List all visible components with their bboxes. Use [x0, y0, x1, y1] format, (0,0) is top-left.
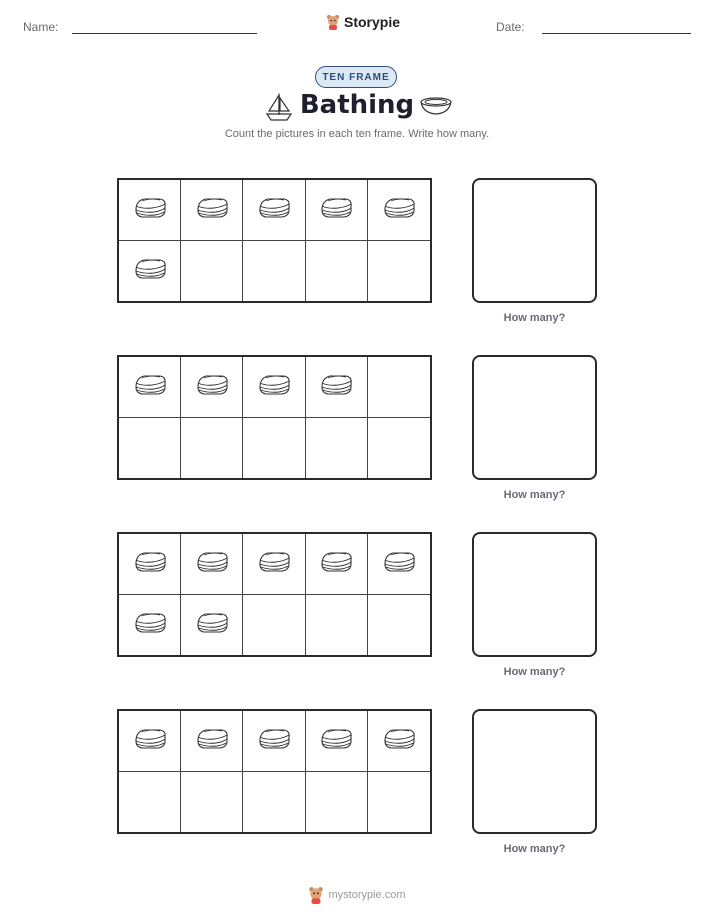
ten-frame-cell	[368, 534, 430, 595]
ten-frame-cell	[243, 595, 305, 656]
ten-frame-cell	[243, 534, 305, 595]
ten-frame-cell	[306, 180, 368, 241]
ten-frame-cell	[368, 241, 430, 302]
ten-frame	[117, 355, 432, 480]
ten-frame-cell	[119, 595, 181, 656]
instructions: Count the pictures in each ten frame. Write how many.	[224, 128, 490, 140]
name-line[interactable]	[72, 33, 257, 34]
how-many-label: How many?	[503, 843, 566, 855]
ten-frame-cell	[306, 534, 368, 595]
brand-logo	[326, 14, 400, 30]
folded-towel-icon	[192, 723, 232, 758]
answer-box[interactable]	[472, 178, 597, 303]
folded-towel-icon	[316, 369, 356, 404]
ten-frame-cell	[181, 772, 243, 833]
ten-frame-cell	[306, 357, 368, 418]
ten-frame-cell	[368, 595, 430, 656]
folded-towel-icon	[254, 723, 294, 758]
folded-towel-icon	[316, 192, 356, 227]
ten-frame-cell	[306, 241, 368, 302]
folded-towel-icon	[130, 723, 170, 758]
ten-frame-cell	[306, 711, 368, 772]
folded-towel-icon	[254, 192, 294, 227]
folded-towel-icon	[379, 723, 419, 758]
ten-frame-cell	[243, 180, 305, 241]
ten-frame-cell	[243, 418, 305, 479]
ten-frame-cell	[181, 595, 243, 656]
how-many-label: How many?	[503, 666, 566, 678]
answer-box[interactable]	[472, 709, 597, 834]
folded-towel-icon	[130, 253, 170, 288]
ten-frame-cell	[368, 357, 430, 418]
bear-mascot-icon	[308, 886, 324, 904]
ten-frame-cell	[243, 357, 305, 418]
folded-towel-icon	[192, 607, 232, 642]
how-many-label: How many?	[503, 312, 566, 324]
folded-towel-icon	[379, 546, 419, 581]
category-badge: TEN FRAME	[315, 66, 397, 88]
ten-frame-cell	[181, 418, 243, 479]
brand-name: Storypie	[344, 14, 401, 30]
folded-towel-icon	[254, 546, 294, 581]
ten-frame-cell	[181, 180, 243, 241]
footer-url: mystorypie.com	[328, 889, 406, 901]
ten-frame-cell	[243, 241, 305, 302]
sailboat-icon	[264, 91, 294, 123]
ten-frame-cell	[119, 711, 181, 772]
folded-towel-icon	[130, 607, 170, 642]
ten-frame	[117, 178, 432, 303]
footer	[0, 886, 714, 904]
bath-bowl-icon	[418, 96, 454, 118]
date-line[interactable]	[542, 33, 691, 34]
ten-frame-cell	[368, 772, 430, 833]
folded-towel-icon	[130, 369, 170, 404]
bear-mascot-icon	[326, 14, 340, 30]
ten-frame-cell	[119, 534, 181, 595]
ten-frame-cell	[368, 418, 430, 479]
ten-frame-cell	[306, 595, 368, 656]
ten-frame-cell	[119, 241, 181, 302]
page-title: Bathing	[299, 90, 415, 120]
ten-frame-cell	[119, 180, 181, 241]
folded-towel-icon	[316, 723, 356, 758]
folded-towel-icon	[192, 369, 232, 404]
ten-frame	[117, 532, 432, 657]
ten-frame-cell	[181, 357, 243, 418]
ten-frame-cell	[119, 357, 181, 418]
folded-towel-icon	[379, 192, 419, 227]
folded-towel-icon	[130, 192, 170, 227]
ten-frame-cell	[181, 711, 243, 772]
ten-frame-cell	[243, 772, 305, 833]
ten-frame-cell	[181, 241, 243, 302]
name-label: Name:	[23, 20, 59, 34]
how-many-label: How many?	[503, 489, 566, 501]
ten-frame-cell	[119, 772, 181, 833]
ten-frame	[117, 709, 432, 834]
ten-frame-cell	[368, 180, 430, 241]
ten-frame-cell	[119, 418, 181, 479]
folded-towel-icon	[316, 546, 356, 581]
folded-towel-icon	[192, 546, 232, 581]
folded-towel-icon	[254, 369, 294, 404]
date-label: Date:	[496, 20, 525, 34]
ten-frame-cell	[306, 772, 368, 833]
ten-frame-cell	[368, 711, 430, 772]
folded-towel-icon	[130, 546, 170, 581]
folded-towel-icon	[192, 192, 232, 227]
answer-box[interactable]	[472, 355, 597, 480]
ten-frame-cell	[306, 418, 368, 479]
ten-frame-cell	[181, 534, 243, 595]
ten-frame-cell	[243, 711, 305, 772]
answer-box[interactable]	[472, 532, 597, 657]
